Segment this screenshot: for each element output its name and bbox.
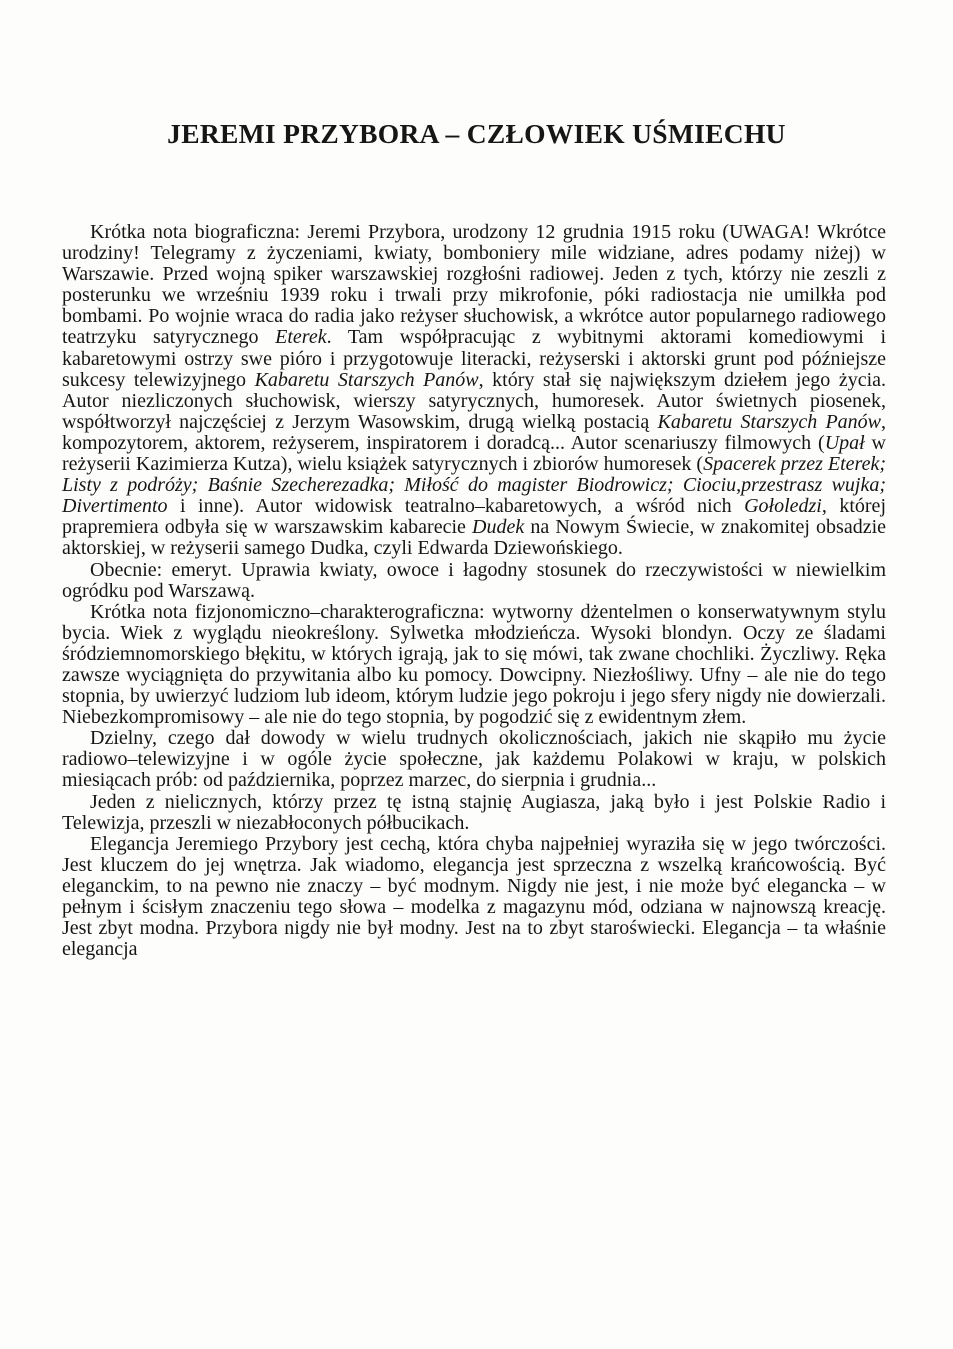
paragraph <box>62 602 886 729</box>
text-run: Krótka nota fizjonomiczno–charakterograficzna: wytworny dżentelmen o konserwatywnym stylu bycia. Wiek z wyglądu nieokreślony. Sylwetka młodzieńcza. Wysoki blondyn. Oczy ze śladami śródziemnomorskiego błękitu, w których igrają, jak to się mówi, tak zwane chochliki. Życzliwy. Ręka zawsze wyciągnięta do przywitania albo ku pomocy. Dowcipny. Niezłośliwy. Ufny – ale nie do tego stopnia, by uwierzyć ludziom lub ideom, którym ludzie jego pokroju i jego sfery nigdy nie dowierzali. Niebezkompromisowy – ale nie do tego stopnia, by pogodzić się z ewidentnym złem. <box>62 600 886 729</box>
italic-title: Dudek <box>472 516 525 539</box>
page-title: JEREMI PRZYBORA – CZŁOWIEK UŚMIECHU <box>167 118 786 149</box>
paragraph <box>62 222 886 560</box>
text-run: , której prapremiera odbyła się w warszawskim kabarecie <box>62 495 886 539</box>
text-run: . Tam współpracując z wybitnymi aktorami komediowymi i kabaretowymi ostrzy swe pióro i przygotowuje literacki, reżyserski i aktorski grunt pod późniejsze sukcesy telewizyjnego <box>62 326 886 391</box>
italic-title: Upał <box>824 431 865 454</box>
text-run: Krótka nota biograficzna: Jeremi Przybora, urodzony 12 grudnia 1915 roku (UWAGA! Wkrótce urodziny! Telegramy z życzeniami, kwiaty, bomboniery mile widziane, adres podamy niżej) w Warszawie. Przed wojną spiker warszawskiej rozgłośni radiowej. Jeden z tych, którzy nie zeszli z posterunku we wrześniu 1939 roku i trwali przy mikrofonie, póki radiostacja nie umilkła pod bombami. Po wojnie wraca do radia jako reżyser słuchowisk, a wkrótce autor popularnego radiowego teatrzyku satyrycznego <box>62 221 886 349</box>
article-body <box>62 222 886 960</box>
text-run: Dzielny, czego dał dowody w wielu trudnych okolicznościach, jakich nie skąpiło mu życie radiowo–telewizyjne i w ogóle życie społeczne, jak każdemu Polakowi w kraju, w polskich miesiącach prób: od października, poprzez marzec, do sierpnia i grudnia... <box>62 727 886 792</box>
text-run: Elegancja Jeremiego Przybory jest cechą, która chyba najpełniej wyraziła się w jego twórczości. Jest kluczem do jej wnętrza. Jak wiadomo, elegancja jest sprzeczna z wszelką krańcowością. Być eleganckim, to na pewno nie znaczy – być modnym. Nigdy nie jest, i nie może być elegancka – w pełnym i ścisłym znaczeniu tego słowa – modelka z magazynu mód, odziana w najnowszą kreację. Jest zbyt modna. Przybora nigdy nie był modny. Jest na to zbyt staroświecki. Elegancja – ta właśnie elegancja <box>62 832 886 961</box>
text-run: w reżyserii Kazimierza Kutza), wielu książek satyrycznych i zbiorów humoresek ( <box>62 431 886 476</box>
paragraph <box>62 792 886 834</box>
text-run: Jeden z nielicznych, którzy przez tę istną stajnię Augiasza, jaką było i jest Polskie Radio i Telewizja, przeszli w niezabłoconych półbucikach. <box>62 790 886 834</box>
italic-title: Eterek <box>275 326 327 349</box>
text-run: i inne). Autor widowisk teatralno–kabaretowych, a wśród nich <box>167 495 745 518</box>
italic-title: Spacerek przez Eterek; Listy z podróży; Baśnie Szecherezadka; Miłość do magister Biodrowicz; Ciociu,przestrasz wujka; Divertimento <box>62 453 886 518</box>
text-run: , kompozytorem, aktorem, reżyserem, inspiratorem i doradcą... Autor scenariuszy filmowych ( <box>62 410 887 454</box>
italic-title: Gołoledzi <box>744 495 822 518</box>
paragraph <box>62 560 886 602</box>
paragraph <box>62 834 886 961</box>
italic-title: Kabaretu Starszych Panów <box>657 410 882 433</box>
paragraph <box>62 728 886 791</box>
text-run: , który stał się największym dziełem jego życia. Autor niezliczonych słuchowisk, wierszy satyrycznych, humoresek. Autor świetnych piosenek, współtworzył najczęściej z Jerzym Wasowskim, drugą wielką postacią <box>62 368 887 433</box>
italic-title: Kabaretu Starszych Panów <box>254 368 479 391</box>
text-run: na Nowym Świecie, w znakomitej obsadzie aktorskiej, w reżyserii samego Dudka, czyli Edwarda Dziewońskiego. <box>62 516 887 560</box>
text-run: Obecnie: emeryt. Uprawia kwiaty, owoce i łagodny stosunek do rzeczywistości w niewielkim ogródku pod Warszawą. <box>62 558 886 602</box>
